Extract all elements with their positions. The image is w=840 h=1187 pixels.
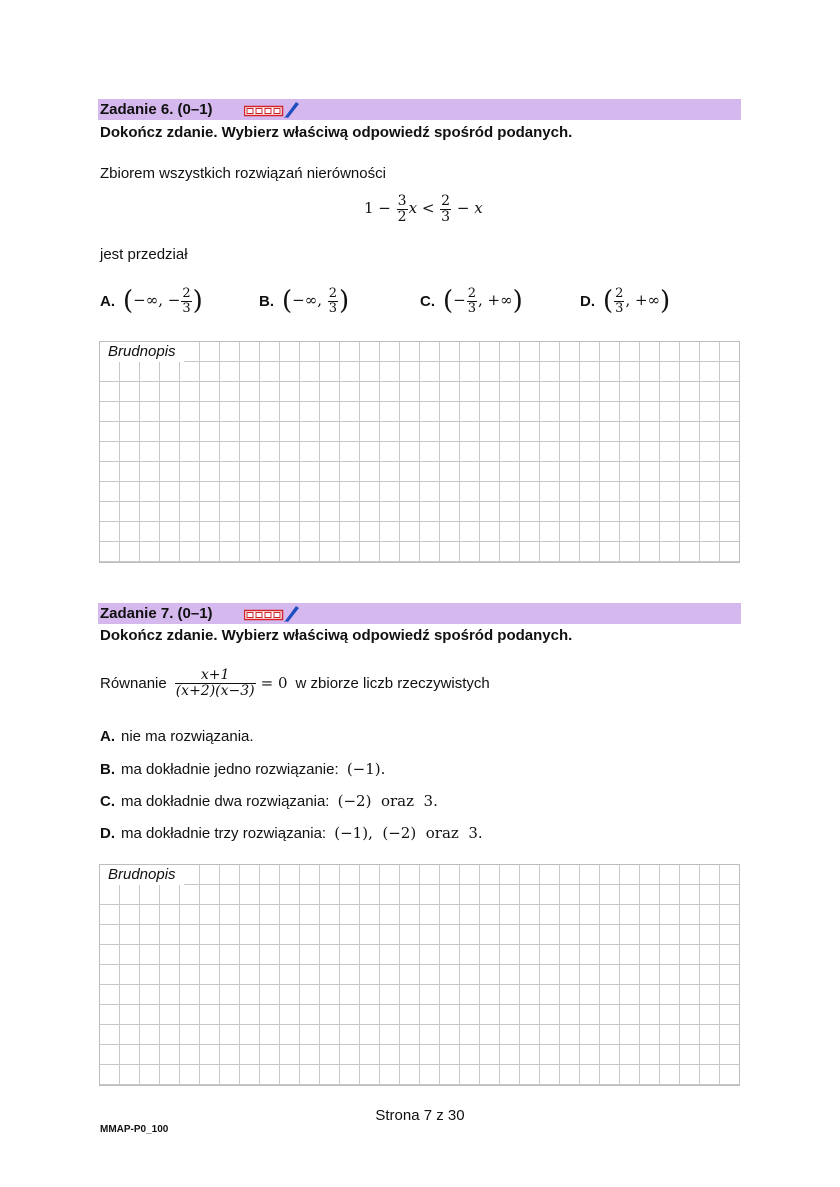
task7-stem [100,668,490,698]
inequality-lhs-const: 1 − [364,199,391,218]
task7-answer-a[interactable]: A. nie ma rozwiązania. [100,728,254,745]
page-number: Strona 7 z 30 [375,1107,465,1124]
task7-stem-prefix: Równanie [100,674,167,692]
task6-scratch-grid[interactable] [99,341,740,563]
task6-instruction: Dokończ zdanie. Wybierz właściwą odpowiedź spośród podanych. [100,124,573,141]
task6-closing: jest przedział [100,246,188,263]
exam-code: MMAP-P0_100 [100,1124,169,1135]
task7-header [98,603,741,624]
task7-equation-fraction: $\frac{x+1}{(x+2)(x-3)}$ [175,667,255,699]
task7-instruction: Dokończ zdanie. Wybierz właściwą odpowiedź spośród podanych. [100,627,573,644]
task7-stem-suffix: w zbiorze liczb rzeczywistych [295,674,490,692]
task7-answer-d[interactable]: D. ma dokładnie trzy rozwiązania: (−1), (−2) oraz 3. [100,824,483,842]
task6-scratch-label: Brudnopis [100,342,184,362]
skills-pencil-icon [244,605,300,622]
task7-title: Zadanie 7. (0–1) [100,605,213,622]
skills-pencil-icon [244,101,300,118]
inequality-rhs-tail: − x [456,199,483,218]
task6-title: Zadanie 6. (0–1) [100,101,213,118]
task6-option-d[interactable]: D. ( $\frac{2}{3}$ , +∞) [580,286,671,317]
inequality-lhs-fraction: $\frac{3}{2}$ [397,193,407,225]
task6-option-a[interactable]: A. (−∞, − $\frac{2}{3}$ ) [100,286,203,317]
task6-header [98,99,741,120]
task7-answer-b[interactable]: B. ma dokładnie jedno rozwiązanie: (−1). [100,760,386,778]
inequality-rhs-fraction: $\frac{2}{3}$ [441,193,451,225]
task7-scratch-grid[interactable] [99,864,740,1086]
task7-equation-tail: = 0 [260,674,288,693]
task6-option-b[interactable]: B. (−∞, $\frac{2}{3}$ ) [259,286,350,317]
task6-inequality [364,194,483,224]
task6-stem: Zbiorem wszystkich rozwiązań nierówności [100,165,386,182]
task7-scratch-label: Brudnopis [100,865,184,885]
task7-answer-c[interactable]: C. ma dokładnie dwa rozwiązania: (−2) oraz 3. [100,792,438,810]
inequality-lhs-var: x < [408,199,435,218]
task6-option-c[interactable]: C. (− $\frac{2}{3}$ , +∞) [420,286,523,317]
